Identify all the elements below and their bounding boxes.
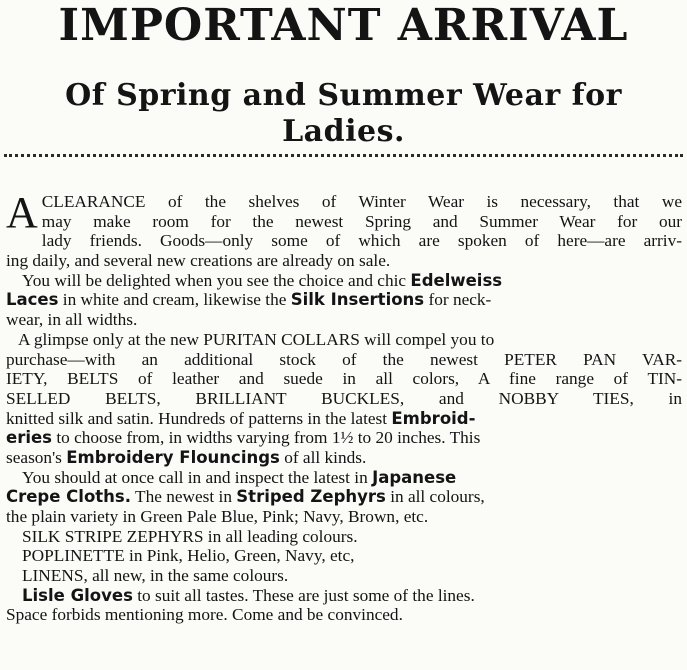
text-run: in white and cream, likewise the <box>62 290 287 310</box>
text-run: in all colours, <box>390 487 485 507</box>
text-run: knitted silk and satin. Hundreds of patterns in the latest <box>6 408 388 428</box>
paragraph-laces <box>6 271 682 330</box>
text-line <box>6 468 682 488</box>
headline: IMPORTANT ARRIVAL <box>58 0 629 51</box>
bold-product-name: Japanese <box>372 467 457 487</box>
list-item: POPLINETTE in Pink, Helio, Green, Navy, etc, <box>22 546 355 566</box>
text-line <box>6 448 682 468</box>
text-run: season's <box>6 447 62 467</box>
text-line: Space forbids mentioning more. Come and be convinced. <box>6 605 403 625</box>
text-line: A glimpse only at the new PURITAN COLLARS will compel you to <box>18 329 495 349</box>
text-line: purchase—with an additional stock of the newest PETER PAN VAR- <box>6 349 682 369</box>
bold-product-name: eries <box>6 428 52 448</box>
bold-product-name: Laces <box>6 290 59 310</box>
paragraph-closing <box>6 586 682 625</box>
text-line: IETY, BELTS of leather and suede in all colors, A fine range of TIN- <box>6 369 682 389</box>
item-list <box>6 527 682 586</box>
drop-cap: A <box>6 188 38 237</box>
text-line: CLEARANCE of the shelves of Winter Wear is necessary, that we <box>41 192 682 211</box>
bold-product-name: Embroidery Flouncings <box>66 447 280 467</box>
paragraph-collars <box>6 330 682 468</box>
text-run: to suit all tastes. These are just some of the lines. <box>137 585 475 605</box>
text-line <box>6 271 682 291</box>
bold-product-name: Lisle Gloves <box>22 585 133 605</box>
text-line: may make room for the newest Spring and Summer Wear for our <box>41 211 682 231</box>
text-run: You should at once call in and inspect the latest in <box>22 467 368 487</box>
text-line: the plain variety in Green Pale Blue, Pink; Navy, Brown, etc. <box>6 507 429 526</box>
subheadline: Of Spring and Summer Wear for Ladies. <box>65 78 622 149</box>
text-line: lady friends. Goods—only some of which are spoken of here—are arriv- <box>41 231 682 251</box>
text-line <box>6 586 682 606</box>
text-run: You will be delighted when you see the choice and chic <box>22 270 407 290</box>
paragraph-crepe <box>6 468 682 527</box>
text-run: of all kinds. <box>284 447 367 467</box>
text-line: wear, in all widths. <box>6 310 138 330</box>
text-run: for neck- <box>428 290 492 310</box>
text-line <box>6 428 682 448</box>
text-line <box>6 487 682 507</box>
ad-body <box>6 188 682 625</box>
bold-product-name: Striped Zephyrs <box>236 487 386 507</box>
bold-product-name: Edelweiss <box>410 270 503 290</box>
bold-product-name: Embroid- <box>391 408 476 428</box>
text-line <box>6 409 682 429</box>
bold-product-name: Silk Insertions <box>290 290 425 310</box>
bold-product-name: Crepe Cloths. <box>6 487 132 507</box>
text-run: The newest in <box>135 487 232 507</box>
text-line: ing daily, and several new creations are already on sale. <box>6 251 391 271</box>
dotted-divider <box>4 154 683 157</box>
paragraph-clearance <box>6 188 682 271</box>
list-item: SILK STRIPE ZEPHYRS in all leading colours. <box>22 526 358 546</box>
list-item: LINENS, all new, in the same colours. <box>22 566 289 586</box>
text-line: SELLED BELTS, BRILLIANT BUCKLES, and NOBBY TIES, in <box>6 388 682 408</box>
text-line <box>6 290 682 310</box>
text-run: to choose from, in widths varying from 1½ to 20 inches. This <box>56 428 481 448</box>
